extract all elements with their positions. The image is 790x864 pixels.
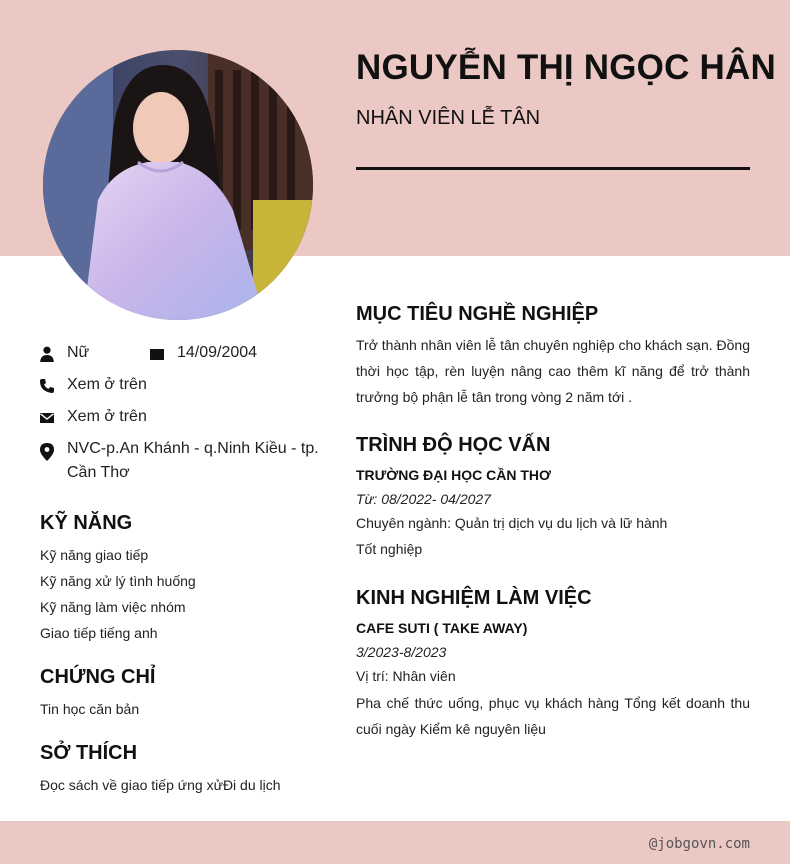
skill-item: Kỹ năng xử lý tình huống bbox=[40, 573, 196, 589]
title-divider bbox=[356, 167, 750, 170]
skill-item: Giao tiếp tiếng anh bbox=[40, 625, 158, 641]
objective-heading: MỤC TIÊU NGHỀ NGHIỆP bbox=[356, 303, 599, 325]
gender-row bbox=[38, 344, 89, 365]
envelope-icon bbox=[38, 409, 56, 427]
experience-section bbox=[356, 620, 750, 742]
gender-text: Nữ bbox=[67, 344, 90, 361]
birthday-row bbox=[148, 344, 257, 365]
education-major: Chuyên ngành: Quản trị dịch vụ du lịch và lữ hành bbox=[356, 515, 668, 531]
email-row bbox=[38, 408, 147, 429]
school-name: TRƯỜNG ĐẠI HỌC CẦN THƠ bbox=[356, 467, 551, 483]
experience-heading: KINH NGHIỆM LÀM VIỆC bbox=[356, 587, 592, 609]
objective-section bbox=[356, 332, 750, 410]
address-row bbox=[38, 440, 328, 485]
hobbies-text: Đọc sách về giao tiếp ứng xửĐi du lịch bbox=[40, 777, 281, 793]
address-text: NVC-p.An Khánh - q.Ninh Kiều - tp. Cần Thơ bbox=[67, 440, 319, 481]
skill-item: Kỹ năng giao tiếp bbox=[40, 547, 149, 563]
location-pin-icon bbox=[38, 443, 56, 461]
experience-period: 3/2023-8/2023 bbox=[356, 644, 447, 660]
person-icon bbox=[38, 345, 56, 363]
education-status: Tốt nghiệp bbox=[356, 541, 423, 557]
objective-text: Trở thành nhân viên lễ tân chuyên nghiệp cho khách sạn. Đồng thời học tập, rèn luyện nâng cao thêm kĩ năng để trở thành trưởng bộ phận lễ tân trong vòng 2 năm tới . bbox=[356, 337, 750, 405]
candidate-name: NGUYỄN THỊ NGỌC HÂN bbox=[356, 48, 776, 87]
profile-photo bbox=[43, 50, 313, 320]
calendar-icon bbox=[148, 345, 166, 363]
education-section bbox=[356, 467, 750, 565]
education-heading: TRÌNH ĐỘ HỌC VẤN bbox=[356, 434, 551, 456]
skill-item: Kỹ năng làm việc nhóm bbox=[40, 599, 186, 615]
job-title: NHÂN VIÊN LỄ TÂN bbox=[356, 107, 541, 129]
education-period: Từ: 08/2022- 04/2027 bbox=[356, 491, 491, 507]
email-text[interactable]: Xem ở trên bbox=[67, 408, 147, 425]
hobbies-heading: SỞ THÍCH bbox=[40, 742, 138, 764]
company-name: CAFE SUTI ( TAKE AWAY) bbox=[356, 620, 528, 636]
phone-icon bbox=[38, 377, 56, 395]
skills-heading: KỸ NĂNG bbox=[40, 512, 133, 534]
certificate-item: Tin học căn bản bbox=[40, 701, 140, 717]
footer-watermark: @jobgovn.com bbox=[648, 836, 750, 852]
experience-position: Vị trí: Nhân viên bbox=[356, 668, 456, 684]
phone-text[interactable]: Xem ở trên bbox=[67, 376, 147, 393]
certificates-heading: CHỨNG CHỈ bbox=[40, 666, 156, 688]
phone-row bbox=[38, 376, 147, 397]
experience-description: Pha chế thức uống, phục vụ khách hàng Tổng kết doanh thu cuối ngày Kiểm kê nguyên liệu bbox=[356, 695, 750, 737]
birthday-text: 14/09/2004 bbox=[177, 344, 258, 361]
